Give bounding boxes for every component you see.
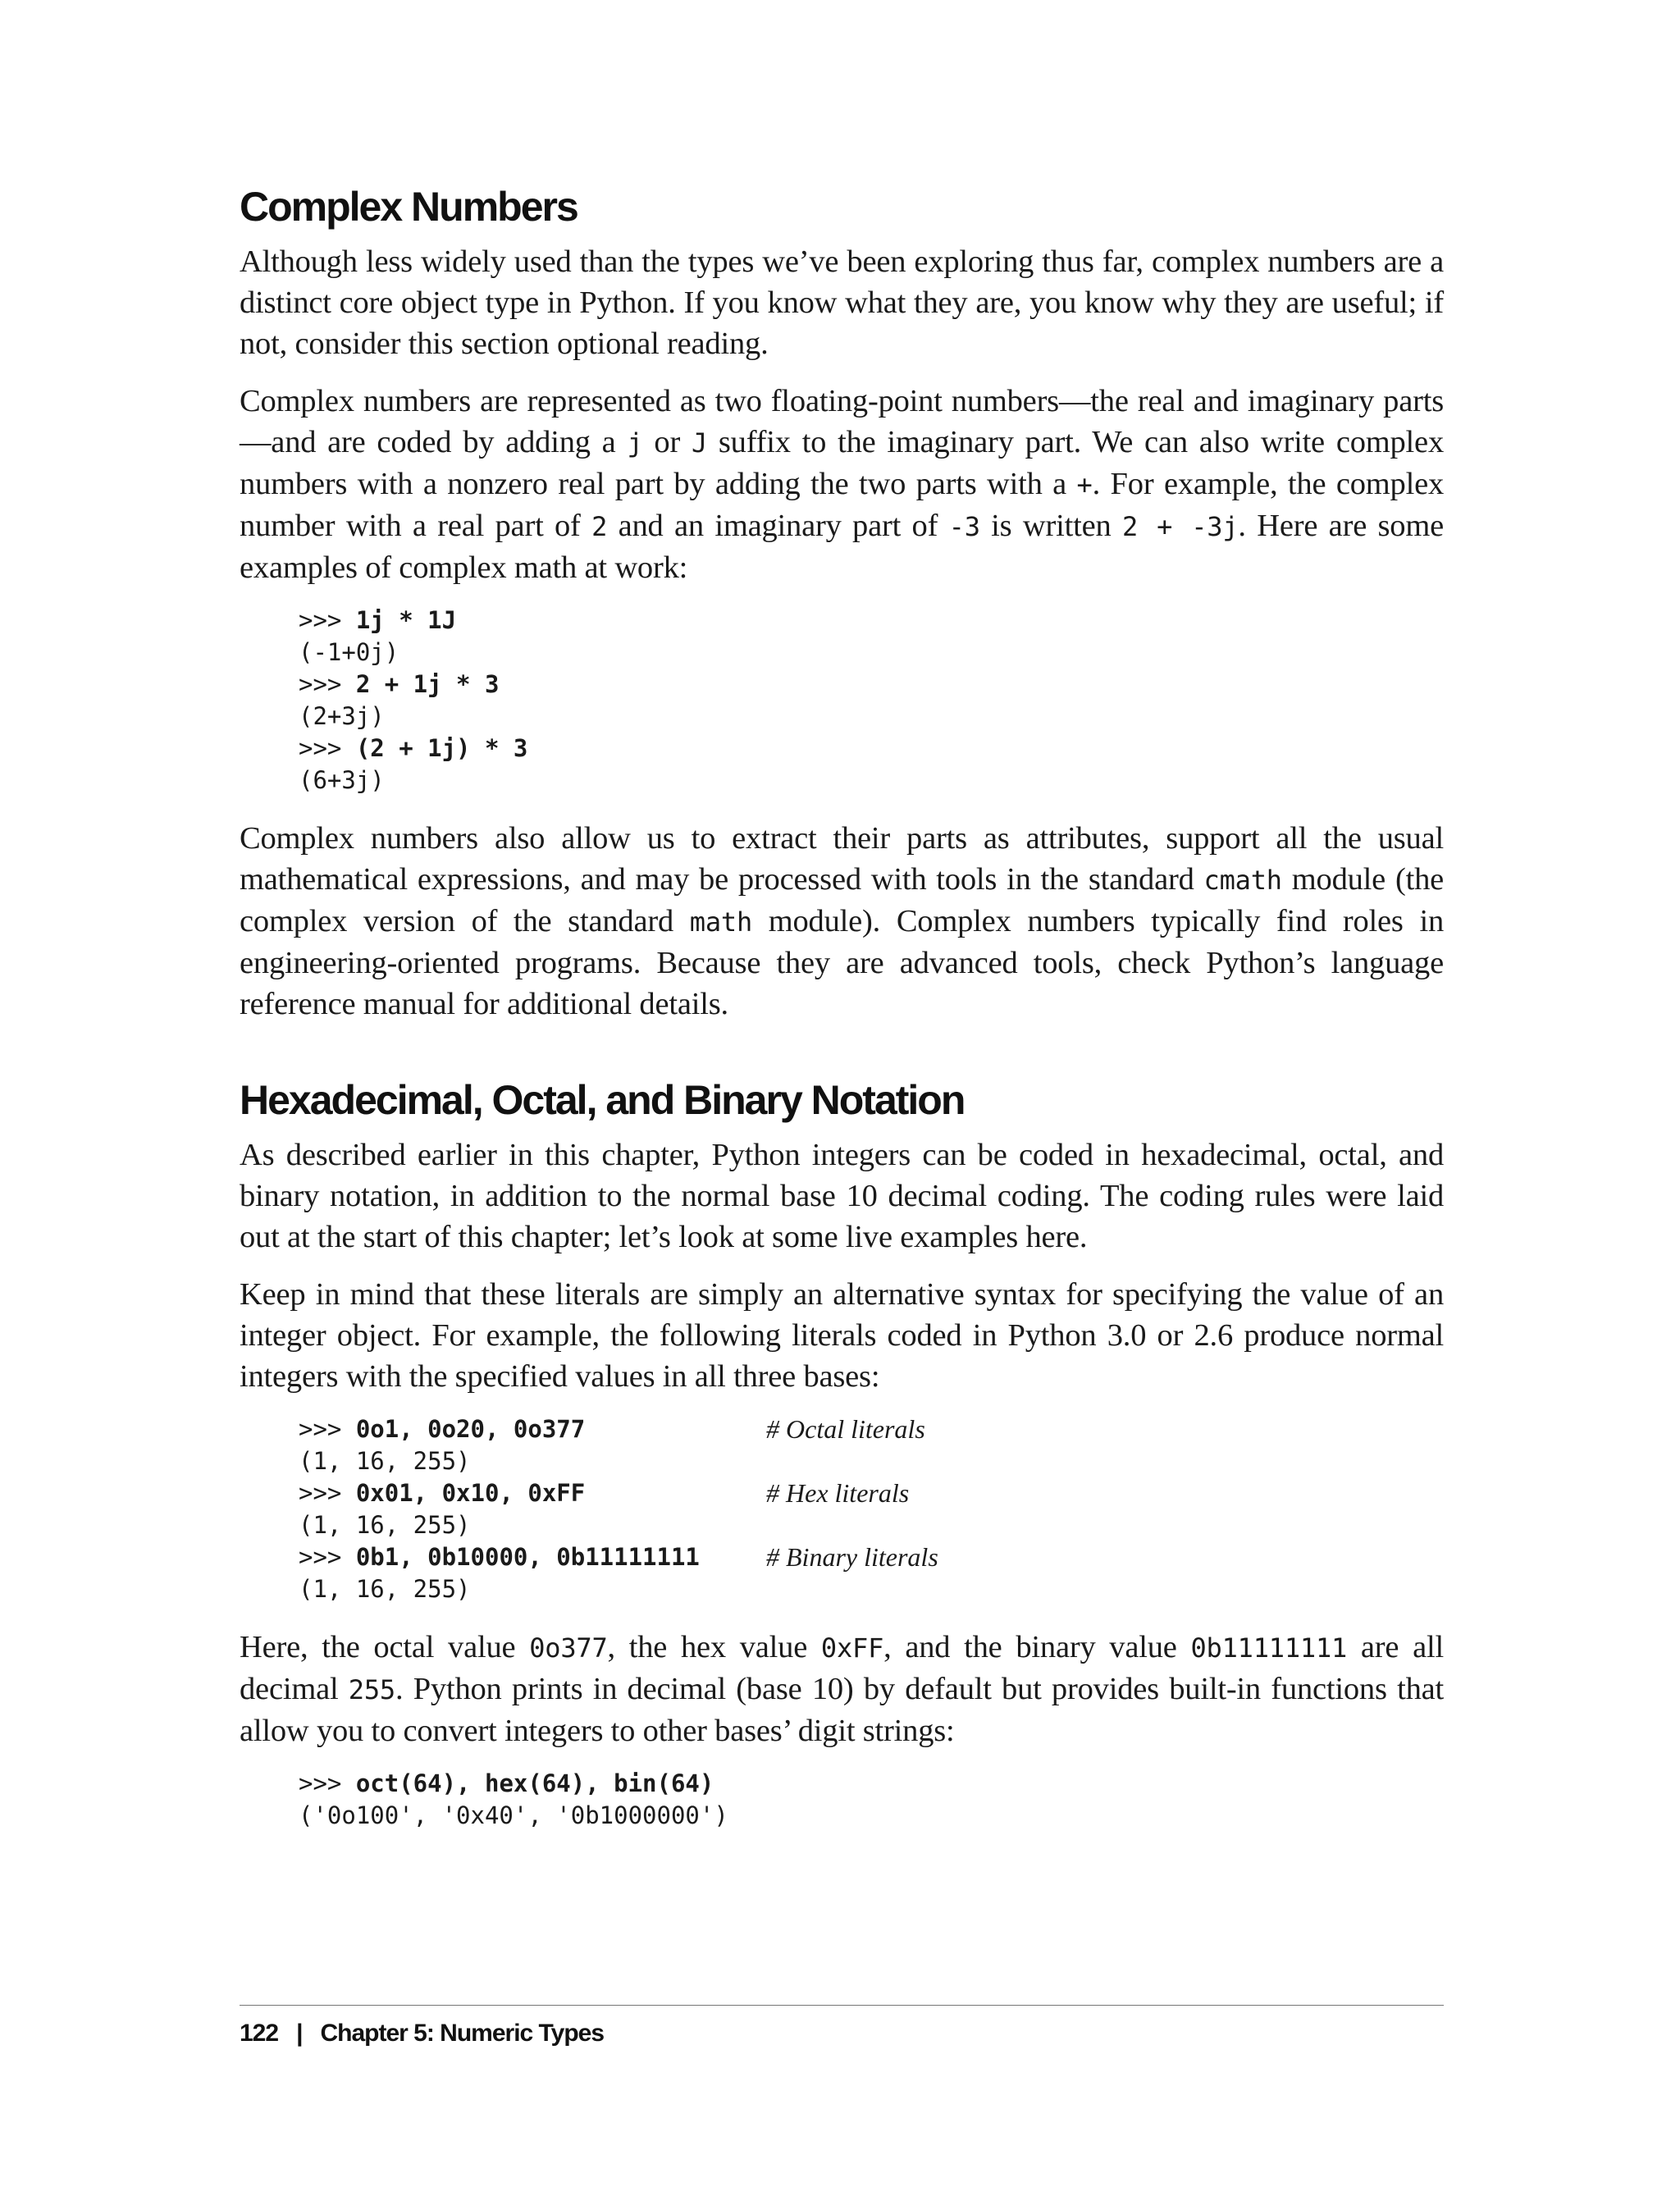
paragraph-complex-representation: Complex numbers are represented as two floating-point numbers—the real and imaginary parts—and are coded by adding a j or J suffix to the imaginary part. We can also write complex numbers with a nonzero real part by adding the two parts with a +. For example, the complex number with a real part of 2 and an imaginary part of -3 is written 2 + -3j. Here are some examples of complex math at work: [240, 384, 1445, 585]
code-line-input: >>> 0b1, 0b10000, 0b11111111 # Binary literals [299, 1542, 938, 1572]
inline-code: 0b11111111 [1190, 1632, 1348, 1664]
paragraph-notation-intro: As described earlier in this chapter, Python integers can be coded in hexadecimal, octal, and binary notation, in addition to the normal base 10 decimal coding. The coding rules were laid out at the start of this chapter; let’s look at some live examples here. [240, 1138, 1444, 1254]
heading-hex-octal-binary: Hexadecimal, Octal, and Binary Notation [240, 1077, 965, 1123]
inline-code: j [627, 427, 643, 459]
code-line-output: (1, 16, 255) [299, 1575, 471, 1603]
inline-code: 0xFF [820, 1632, 884, 1664]
paragraph-literals-syntax: Keep in mind that these literals are simply an alternative syntax for specifying the value of an integer object. For example, the following literals coded in Python 3.0 or 2.6 produce normal integers with the specified values in all three bases: [240, 1277, 1444, 1394]
code-line-output: (1, 16, 255) [299, 1511, 471, 1539]
inline-code: -3 [948, 511, 980, 542]
inline-code: 255 [348, 1674, 395, 1705]
footer-separator: | [296, 2020, 303, 2047]
code-block-complex [299, 605, 1444, 797]
code-line-input: >>> (2 + 1j) * 3 [299, 734, 528, 762]
page-number: 122 [240, 2020, 279, 2047]
code-line-output: (2+3j) [299, 702, 385, 730]
inline-code: math [689, 906, 753, 938]
code-comment: # Octal literals [766, 1414, 925, 1444]
code-line-input: >>> oct(64), hex(64), bin(64) [299, 1769, 714, 1797]
code-line-output: (-1+0j) [299, 638, 399, 666]
inline-code: + [1076, 469, 1093, 500]
code-comment: # Hex literals [766, 1478, 910, 1508]
code-line-input: >>> 0x01, 0x10, 0xFF # Hex literals [299, 1478, 910, 1508]
paragraph-decimal-conversion: Here, the octal value 0o377, the hex value 0xFF, and the binary value 0b11111111 are all decimal 255. Python prints in decimal (base 10) by default but provides built-in functions that allow you to convert integers to other bases’ digit strings: [240, 1630, 1444, 1748]
inline-code: 2 [591, 511, 608, 542]
code-line-input: >>> 2 + 1j * 3 [299, 670, 500, 698]
inline-code: J [691, 427, 708, 459]
code-block-conversion [299, 1768, 1444, 1832]
paragraph-complex-tools: Complex numbers also allow us to extract their parts as attributes, support all the usual mathematical expressions, and may be processed with tools in the standard cmath module (the complex version of the standard math module). Complex numbers typically find roles in engineering-oriented programs. Because they are advanced tools, check Python’s language reference manual for additional details. [240, 821, 1445, 1021]
code-line-input: >>> 0o1, 0o20, 0o377 # Octal literals [299, 1414, 925, 1444]
code-line-output: (6+3j) [299, 766, 385, 794]
code-line-output: (1, 16, 255) [299, 1447, 471, 1475]
footer-divider [240, 2005, 1444, 2006]
code-line-output: ('0o100', '0x40', '0b1000000') [299, 1801, 728, 1829]
heading-complex-numbers: Complex Numbers [240, 184, 578, 230]
footer-chapter-title: Chapter 5: Numeric Types [320, 2020, 605, 2047]
code-comment: # Binary literals [766, 1542, 938, 1572]
paragraph-complex-intro: Although less widely used than the types we’ve been exploring thus far, complex numbers are a distinct core object type in Python. If you know what they are, you know why they are useful; if not, consider this section optional reading. [240, 244, 1444, 361]
inline-code: cmath [1203, 865, 1282, 896]
code-block-literals [299, 1413, 1444, 1605]
inline-code: 0o377 [529, 1632, 608, 1664]
code-line-input: >>> 1j * 1J [299, 606, 457, 634]
page-content [240, 182, 1444, 1853]
inline-code: 2 + -3j [1121, 511, 1239, 542]
page-footer [240, 2020, 604, 2048]
